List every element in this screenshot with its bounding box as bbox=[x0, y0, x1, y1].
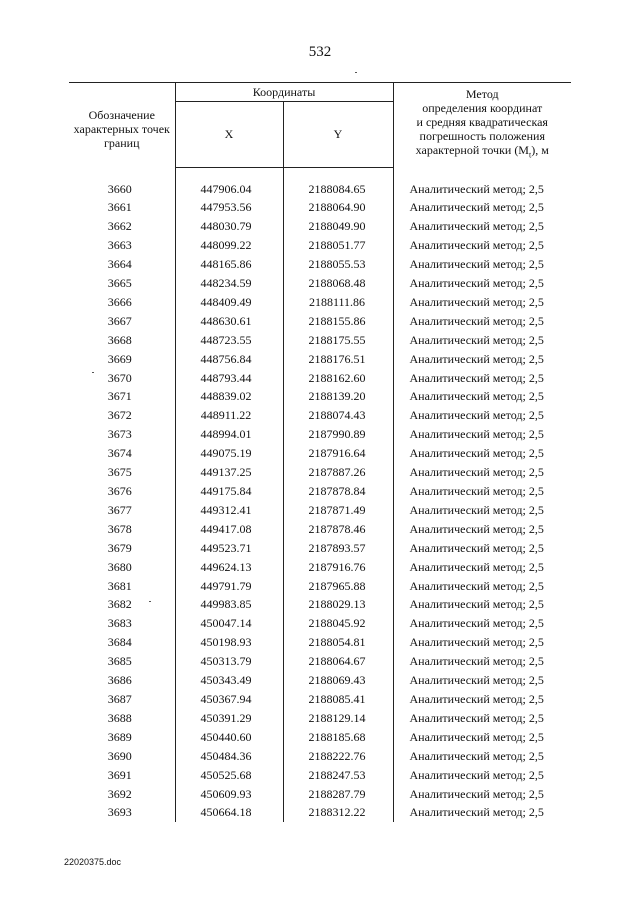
point-number-cell: 3686 bbox=[69, 671, 175, 690]
header-method-line5-text: характерной точки (M bbox=[415, 143, 529, 158]
y-coordinate-cell: 2188029.13 bbox=[283, 595, 393, 614]
point-number-cell: 3684 bbox=[69, 633, 175, 652]
header-method-line5 bbox=[394, 143, 572, 162]
table-row bbox=[69, 595, 571, 614]
point-number-cell: 3693 bbox=[69, 803, 175, 822]
point-number-cell: 3681 bbox=[69, 577, 175, 596]
table-row bbox=[69, 671, 571, 690]
table-row bbox=[69, 198, 571, 217]
point-number-cell: 3662 bbox=[69, 217, 175, 236]
x-coordinate-cell: 448099.22 bbox=[175, 236, 283, 255]
coordinates-table-container bbox=[69, 82, 571, 822]
point-number-cell: 3672 bbox=[69, 406, 175, 425]
x-coordinate-cell: 448756.84 bbox=[175, 350, 283, 369]
method-cell: Аналитический метод; 2,5 bbox=[409, 332, 544, 347]
method-cell: Аналитический метод; 2,5 bbox=[409, 616, 544, 631]
table-row bbox=[69, 293, 571, 312]
point-number-cell: 3666 bbox=[69, 293, 175, 312]
method-cell: Аналитический метод; 2,5 bbox=[409, 219, 544, 234]
point-number-cell: 3661 bbox=[69, 198, 175, 217]
y-coordinate-cell: 2187878.46 bbox=[283, 520, 393, 539]
y-coordinate-cell: 2188084.65 bbox=[283, 180, 393, 199]
point-number-cell: 3668 bbox=[69, 331, 175, 350]
table-row bbox=[69, 406, 571, 425]
y-coordinate-cell: 2187990.89 bbox=[283, 425, 393, 444]
y-coordinate-cell: 2188176.51 bbox=[283, 350, 393, 369]
y-coordinate-cell: 2188074.43 bbox=[283, 406, 393, 425]
x-coordinate-cell: 449624.13 bbox=[175, 558, 283, 577]
x-coordinate-cell: 450484.36 bbox=[175, 747, 283, 766]
x-coordinate-cell: 450440.60 bbox=[175, 728, 283, 747]
method-cell: Аналитический метод; 2,5 bbox=[409, 313, 544, 328]
method-cell: Аналитический метод; 2,5 bbox=[409, 597, 544, 612]
point-number-cell: 3690 bbox=[69, 747, 175, 766]
y-coordinate-cell: 2188185.68 bbox=[283, 728, 393, 747]
y-coordinate-cell: 2188051.77 bbox=[283, 236, 393, 255]
method-cell: Аналитический метод; 2,5 bbox=[409, 257, 544, 272]
method-cell: Аналитический метод; 2,5 bbox=[409, 805, 544, 820]
y-coordinate-cell: 2188085.41 bbox=[283, 690, 393, 709]
point-number-cell: 3676 bbox=[69, 482, 175, 501]
table-row bbox=[69, 274, 571, 293]
x-coordinate-cell: 447953.56 bbox=[175, 198, 283, 217]
x-coordinate-cell: 448723.55 bbox=[175, 331, 283, 350]
scan-speck bbox=[355, 72, 357, 73]
table-row bbox=[69, 387, 571, 406]
header-x: X bbox=[175, 102, 283, 167]
x-coordinate-cell: 449312.41 bbox=[175, 501, 283, 520]
y-coordinate-cell: 2188247.53 bbox=[283, 766, 393, 785]
point-number-cell: 3660 bbox=[69, 180, 175, 199]
table-row bbox=[69, 577, 571, 596]
method-cell: Аналитический метод; 2,5 bbox=[409, 427, 544, 442]
y-coordinate-cell: 2188222.76 bbox=[283, 747, 393, 766]
method-cell: Аналитический метод; 2,5 bbox=[409, 654, 544, 669]
header-method-line3: и средняя квадратическая bbox=[416, 115, 548, 130]
method-cell: Аналитический метод; 2,5 bbox=[409, 446, 544, 461]
table-spacer-row bbox=[69, 167, 571, 180]
y-coordinate-cell: 2187965.88 bbox=[283, 577, 393, 596]
method-cell: Аналитический метод; 2,5 bbox=[409, 767, 544, 782]
header-method-line5-tail: ), м bbox=[531, 143, 549, 158]
point-number-cell: 3673 bbox=[69, 425, 175, 444]
point-number-cell: 3674 bbox=[69, 444, 175, 463]
y-coordinate-cell: 2188068.48 bbox=[283, 274, 393, 293]
x-coordinate-cell: 449137.25 bbox=[175, 463, 283, 482]
method-cell: Аналитический метод; 2,5 bbox=[409, 370, 544, 385]
y-coordinate-cell: 2187871.49 bbox=[283, 501, 393, 520]
y-coordinate-cell: 2188111.86 bbox=[283, 293, 393, 312]
y-coordinate-cell: 2188055.53 bbox=[283, 255, 393, 274]
method-cell: Аналитический метод; 2,5 bbox=[409, 465, 544, 480]
y-coordinate-cell: 2188312.22 bbox=[283, 803, 393, 822]
x-coordinate-cell: 449791.79 bbox=[175, 577, 283, 596]
table-row bbox=[69, 463, 571, 482]
table-row bbox=[69, 501, 571, 520]
y-coordinate-cell: 2188162.60 bbox=[283, 369, 393, 388]
header-y: Y bbox=[283, 102, 393, 167]
point-number-cell: 3670 bbox=[69, 369, 175, 388]
y-coordinate-cell: 2188054.81 bbox=[283, 633, 393, 652]
y-coordinate-cell: 2188049.90 bbox=[283, 217, 393, 236]
method-cell: Аналитический метод; 2,5 bbox=[409, 673, 544, 688]
x-coordinate-cell: 450047.14 bbox=[175, 614, 283, 633]
table-row bbox=[69, 652, 571, 671]
point-number-cell: 3691 bbox=[69, 766, 175, 785]
x-coordinate-cell: 447906.04 bbox=[175, 180, 283, 199]
point-number-cell: 3677 bbox=[69, 501, 175, 520]
method-cell: Аналитический метод; 2,5 bbox=[409, 484, 544, 498]
x-coordinate-cell: 448911.22 bbox=[175, 406, 283, 425]
method-cell: Аналитический метод; 2,5 bbox=[409, 691, 544, 706]
y-coordinate-cell: 2188045.92 bbox=[283, 614, 393, 633]
method-cell: Аналитический метод; 2,5 bbox=[409, 786, 544, 801]
y-coordinate-cell: 2188175.55 bbox=[283, 331, 393, 350]
method-cell: Аналитический метод; 2,5 bbox=[409, 181, 544, 196]
point-number-cell: 3665 bbox=[69, 274, 175, 293]
table-row bbox=[69, 255, 571, 274]
point-number-cell: 3671 bbox=[69, 387, 175, 406]
spacer-cell bbox=[393, 167, 571, 180]
y-coordinate-cell: 2187878.84 bbox=[283, 482, 393, 501]
y-coordinate-cell: 2188129.14 bbox=[283, 709, 393, 728]
table-row bbox=[69, 614, 571, 633]
x-coordinate-cell: 450609.93 bbox=[175, 785, 283, 804]
point-number-cell: 3683 bbox=[69, 614, 175, 633]
x-coordinate-cell: 449175.84 bbox=[175, 482, 283, 501]
coordinates-table bbox=[69, 82, 571, 822]
table-row bbox=[69, 369, 571, 388]
table-row bbox=[69, 747, 571, 766]
x-coordinate-cell: 450664.18 bbox=[175, 803, 283, 822]
table-row bbox=[69, 444, 571, 463]
header-method-line1: Метод bbox=[465, 87, 499, 102]
y-coordinate-cell: 2188155.86 bbox=[283, 312, 393, 331]
point-number-cell: 3679 bbox=[69, 539, 175, 558]
point-number-cell: 3682 bbox=[69, 595, 175, 614]
table-row bbox=[69, 785, 571, 804]
x-coordinate-cell: 449075.19 bbox=[175, 444, 283, 463]
x-coordinate-cell: 449523.71 bbox=[175, 539, 283, 558]
document-filename: 22020375.doc bbox=[64, 857, 122, 867]
table-row bbox=[69, 539, 571, 558]
method-cell: Аналитический метод; 2,5 bbox=[409, 578, 544, 593]
table-row bbox=[69, 633, 571, 652]
method-cell: Аналитический метод; 2,5 bbox=[409, 710, 544, 725]
y-coordinate-cell: 2187893.57 bbox=[283, 539, 393, 558]
method-cell: Аналитический метод; 2,5 bbox=[409, 200, 544, 215]
table-body bbox=[69, 167, 571, 822]
table-row bbox=[69, 690, 571, 709]
y-coordinate-cell: 2188069.43 bbox=[283, 671, 393, 690]
x-coordinate-cell: 450313.79 bbox=[175, 652, 283, 671]
point-number-cell: 3675 bbox=[69, 463, 175, 482]
table-row bbox=[69, 312, 571, 331]
y-coordinate-cell: 2188064.67 bbox=[283, 652, 393, 671]
table-row bbox=[69, 331, 571, 350]
method-cell: Аналитический метод; 2,5 bbox=[409, 238, 544, 253]
point-number-cell: 3669 bbox=[69, 350, 175, 369]
spacer-cell bbox=[283, 167, 393, 180]
method-cell: Аналитический метод; 2,5 bbox=[409, 635, 544, 650]
x-coordinate-cell: 449417.08 bbox=[175, 520, 283, 539]
y-coordinate-cell: 2187916.64 bbox=[283, 444, 393, 463]
x-coordinate-cell: 449983.85 bbox=[175, 595, 283, 614]
x-coordinate-cell: 448234.59 bbox=[175, 274, 283, 293]
x-coordinate-cell: 448793.44 bbox=[175, 369, 283, 388]
x-coordinate-cell: 450198.93 bbox=[175, 633, 283, 652]
x-coordinate-cell: 450367.94 bbox=[175, 690, 283, 709]
method-cell: Аналитический метод; 2,5 bbox=[409, 502, 544, 517]
y-coordinate-cell: 2187887.26 bbox=[283, 463, 393, 482]
table-row bbox=[69, 766, 571, 785]
table-row bbox=[69, 709, 571, 728]
table-row bbox=[69, 728, 571, 747]
method-cell: Аналитический метод; 2,5 bbox=[409, 408, 544, 423]
table-row bbox=[69, 180, 571, 199]
table-row bbox=[69, 482, 571, 501]
method-cell: Аналитический метод; 2,5 bbox=[409, 276, 544, 291]
x-coordinate-cell: 448994.01 bbox=[175, 425, 283, 444]
y-coordinate-cell: 2188287.79 bbox=[283, 785, 393, 804]
method-cell: Аналитический метод; 2,5 bbox=[409, 521, 544, 536]
point-number-cell: 3685 bbox=[69, 652, 175, 671]
x-coordinate-cell: 448030.79 bbox=[175, 217, 283, 236]
header-method-subscript: t bbox=[528, 150, 532, 160]
y-coordinate-cell: 2187916.76 bbox=[283, 558, 393, 577]
table-row bbox=[69, 803, 571, 822]
page-number: 532 bbox=[308, 44, 332, 60]
method-cell: Аналитический метод; 2,5 bbox=[409, 351, 544, 366]
method-cell: Аналитический метод; 2,5 bbox=[409, 389, 544, 404]
header-method bbox=[393, 83, 571, 168]
header-method-line4: погрешность положения bbox=[419, 129, 545, 144]
x-coordinate-cell: 448165.86 bbox=[175, 255, 283, 274]
method-cell: Аналитический метод; 2,5 bbox=[409, 748, 544, 763]
table-header bbox=[69, 83, 571, 168]
point-number-cell: 3687 bbox=[69, 690, 175, 709]
point-number-cell: 3667 bbox=[69, 312, 175, 331]
method-cell: Аналитический метод; 2,5 bbox=[409, 540, 544, 555]
point-number-cell: 3688 bbox=[69, 709, 175, 728]
x-coordinate-cell: 448630.61 bbox=[175, 312, 283, 331]
point-number-cell: 3678 bbox=[69, 520, 175, 539]
point-number-cell: 3692 bbox=[69, 785, 175, 804]
table-row bbox=[69, 236, 571, 255]
header-coordinates: Координаты bbox=[175, 83, 393, 102]
x-coordinate-cell: 450343.49 bbox=[175, 671, 283, 690]
y-coordinate-cell: 2188139.20 bbox=[283, 387, 393, 406]
header-method-line2: определения координат bbox=[422, 101, 543, 116]
point-number-cell: 3689 bbox=[69, 728, 175, 747]
method-cell: Аналитический метод; 2,5 bbox=[409, 729, 544, 744]
x-coordinate-cell: 448409.49 bbox=[175, 293, 283, 312]
spacer-cell bbox=[175, 167, 283, 180]
point-number-cell: 3680 bbox=[69, 558, 175, 577]
table-row bbox=[69, 217, 571, 236]
header-point-name: Обозначение характерных точек границ bbox=[69, 83, 175, 168]
y-coordinate-cell: 2188064.90 bbox=[283, 198, 393, 217]
point-number-cell: 3663 bbox=[69, 236, 175, 255]
method-cell: Аналитический метод; 2,5 bbox=[409, 559, 544, 574]
table-row bbox=[69, 425, 571, 444]
x-coordinate-cell: 448839.02 bbox=[175, 387, 283, 406]
spacer-cell bbox=[69, 167, 175, 180]
table-row bbox=[69, 520, 571, 539]
table-row bbox=[69, 558, 571, 577]
point-number-cell: 3664 bbox=[69, 255, 175, 274]
x-coordinate-cell: 450525.68 bbox=[175, 766, 283, 785]
x-coordinate-cell: 450391.29 bbox=[175, 709, 283, 728]
method-cell: Аналитический метод; 2,5 bbox=[409, 294, 544, 309]
table-row bbox=[69, 350, 571, 369]
